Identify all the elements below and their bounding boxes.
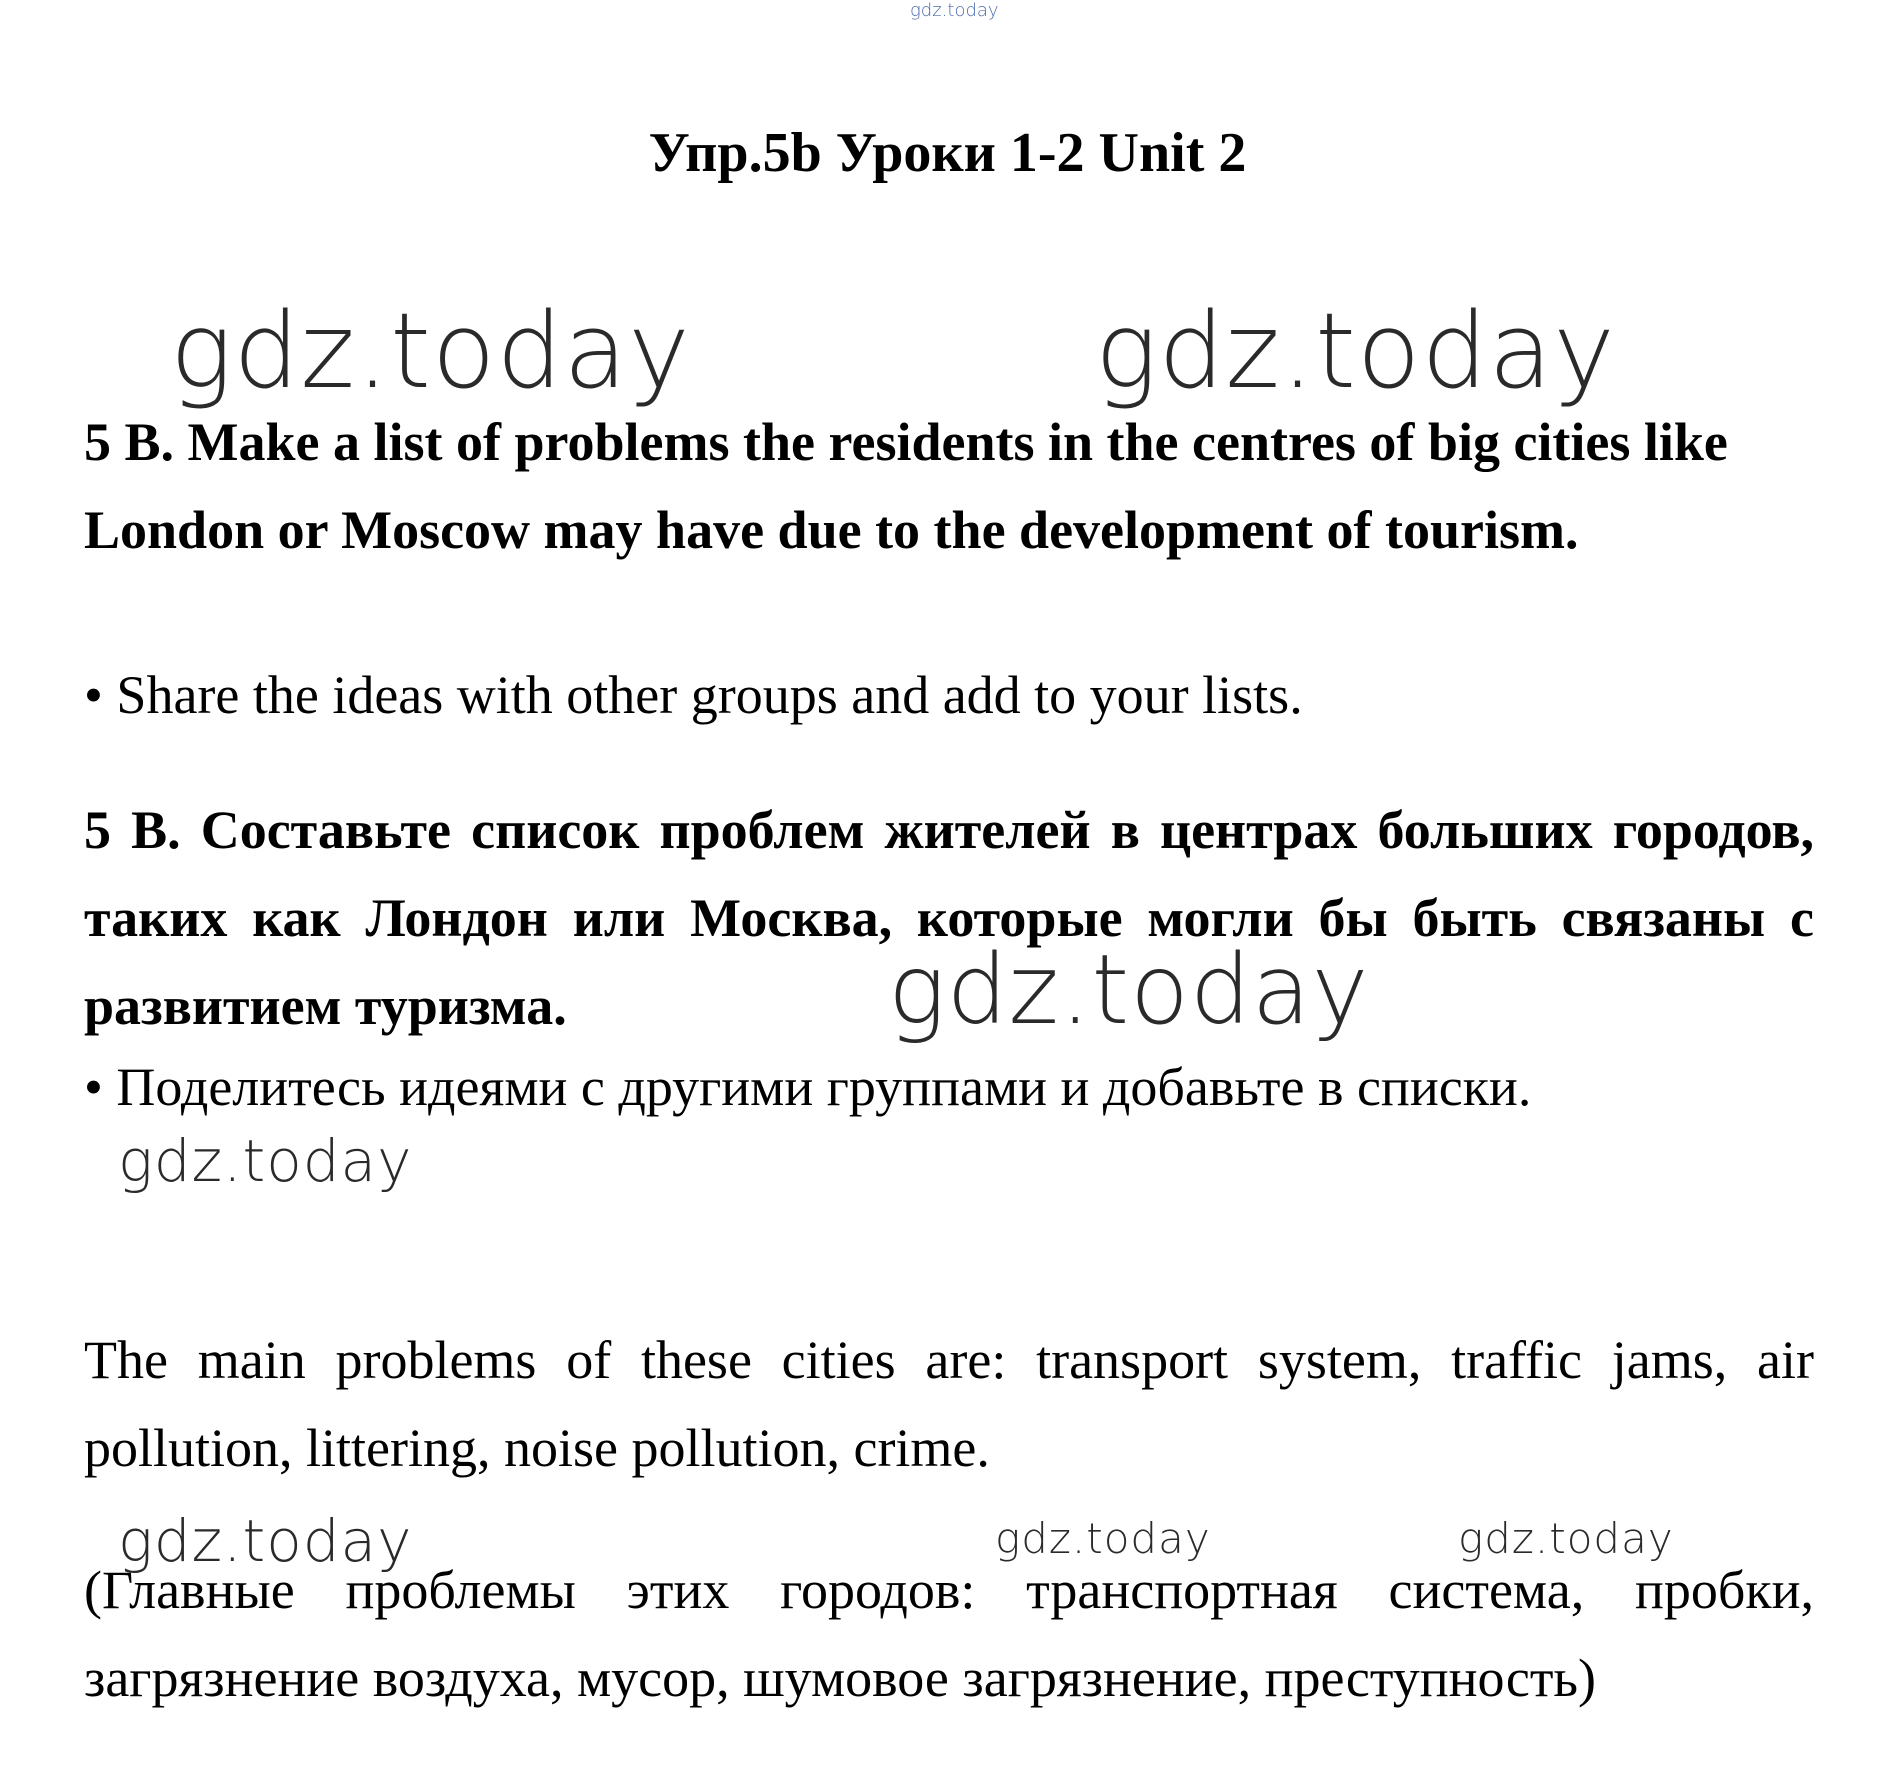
answer-en: The main problems of these cities are: transport system, traffic jams, air pollution, littering, noise pollution, crime.	[84, 1330, 1814, 1478]
task-en-heading: 5 B. Make a list of problems the residents in the centres of big cities like London or Moscow may have due to the development of tourism.	[84, 412, 1728, 560]
answer-ru: (Главные проблемы этих городов: транспортная система, пробки, загрязнение воздуха, мусор, шумовое загрязнение, преступность)	[84, 1560, 1814, 1708]
watermark-medium-1: gdz.today	[118, 1127, 413, 1195]
watermark-large-3: gdz.today	[888, 934, 1370, 1046]
watermark-small-2: gdz.today	[1458, 1514, 1674, 1563]
watermark-top: gdz.today	[910, 0, 999, 21]
task-en-bullet: • Share the ideas with other groups and add to your lists.	[84, 665, 1303, 725]
watermark-large-1: gdz.today	[170, 290, 691, 412]
watermark-small-1: gdz.today	[995, 1514, 1211, 1563]
task-ru-heading: 5 B. Составьте список проблем жителей в центрах больших городов, таких как Лондон или Москва, которые могли бы быть связаны с развитием туризма.	[84, 800, 1814, 1036]
task-ru-bullet: • Поделитесь идеями с другими группами и добавьте в списки.	[84, 1057, 1532, 1117]
watermark-large-2: gdz.today	[1095, 290, 1616, 412]
page-title: Упр.5b Уроки 1-2 Unit 2	[648, 122, 1247, 184]
watermark-medium-2: gdz.today	[118, 1507, 413, 1575]
